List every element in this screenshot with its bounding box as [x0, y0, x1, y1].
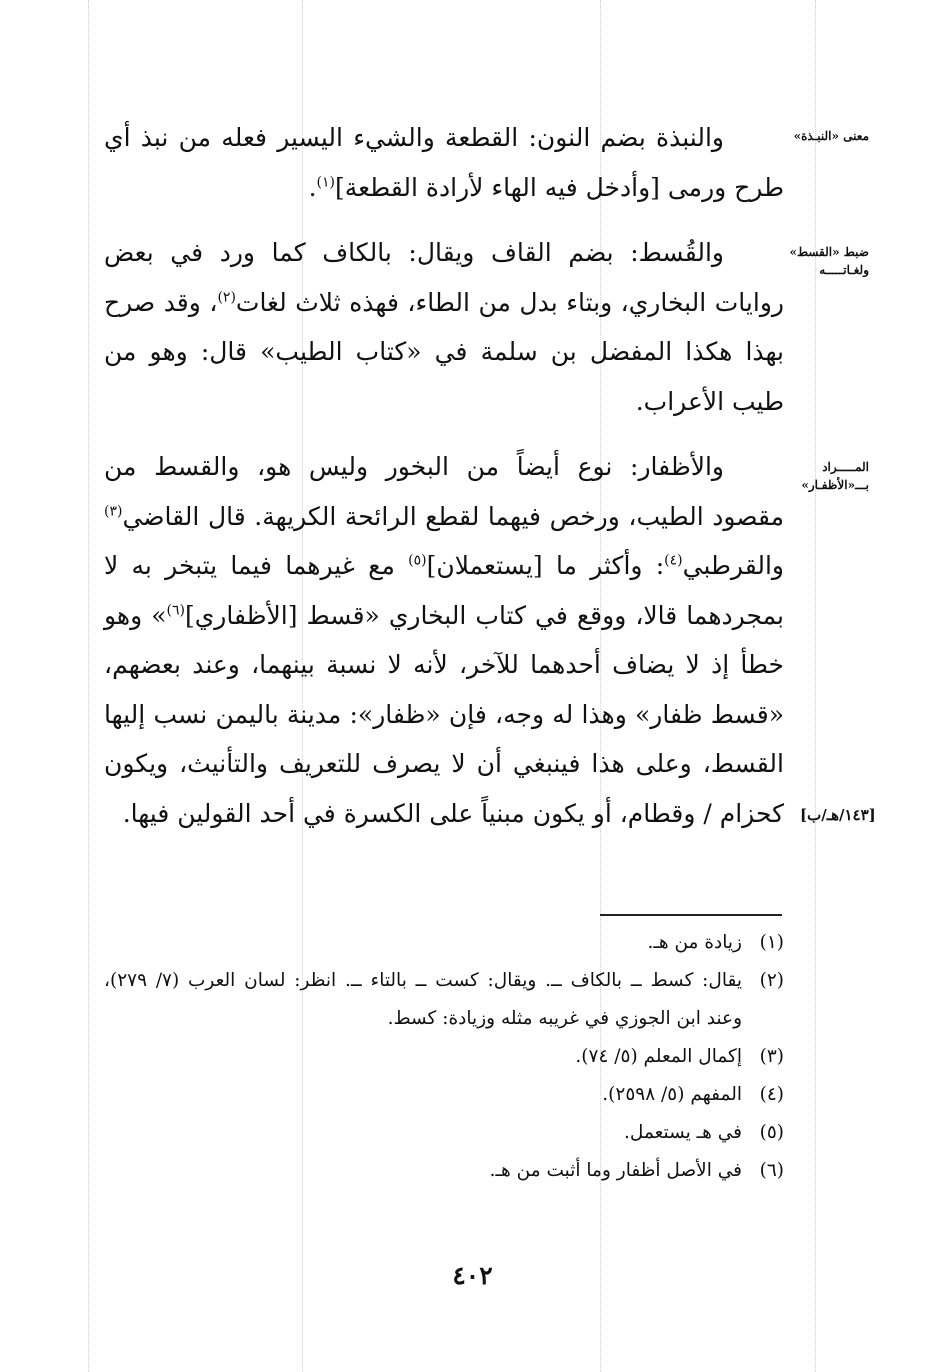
- paragraph-text: » وهو خطأ إذ لا يضاف أحدهما للآخر، لأنه لا نسبة بينهما، وعند بعضهم، «قسط ظفار» وهذا له وجه، فإن «ظفار»: مدينة باليمن نسب إليها القسط، وعلى هذا فينبغي أن لا يصرف للتعريف والتأنيث، ويكون كحزام / وقطام، أو يكون مبنياً على الكسرة في أحد القولين فيها.: [104, 600, 784, 828]
- footnote-text: في الأصل أظفار وما أثبت من هـ.: [489, 1160, 742, 1181]
- margin-note-qust: ضبط «القسط» ولغـاتـــــه: [789, 245, 869, 277]
- footnote-number: (٥): [759, 1122, 784, 1143]
- paragraph-qust: [104, 228, 784, 426]
- paragraph-text: : وأكثر ما [يستعملان]: [426, 551, 665, 580]
- footnote-item: [104, 1076, 784, 1114]
- page-number: ٤٠٢: [452, 1261, 493, 1290]
- paragraph-text: والنبذة بضم النون: القطعة والشيء اليسير فعله من نبذ أي طرح ورمى [وأدخل فيه الهاء لأرادة القطعة]: [104, 123, 784, 202]
- footnote-ref[interactable]: (٣): [104, 503, 123, 520]
- footnote-text: المفهم (٥/ ٢٥٩٨).: [602, 1084, 742, 1105]
- footnote-number: (٢): [759, 970, 784, 991]
- footnotes: [104, 924, 784, 1190]
- footnote-item: [104, 1114, 784, 1152]
- footnote-item: [104, 962, 784, 1038]
- footnote-separator: [600, 914, 782, 916]
- footnote-ref[interactable]: (١): [316, 174, 336, 191]
- footnote-ref[interactable]: (٥): [408, 552, 427, 569]
- paragraph-text: والقُسط: بضم القاف ويقال: بالكاف كما ورد في بعض روايات البخاري، وبتاء بدل من الطاء، فهذه ثلاث لغات: [104, 238, 784, 317]
- footnote-text: إكمال المعلم (٥/ ٧٤).: [575, 1046, 742, 1067]
- paragraph-text: مع غيرهما فيما يتبخر به لا بمجردهما قالا، ووقع في كتاب البخاري «قسط [الأظفاري]: [104, 551, 784, 630]
- paragraph-text: والقرطبي: [682, 551, 784, 580]
- paragraph-text: والأظفار: نوع أيضاً من البخور وليس هو، والقسط من مقصود الطيب، ورخص فيهما لقطع الرائحة الكريهة. قال القاضي: [104, 452, 784, 531]
- footnote-number: (١): [759, 932, 784, 953]
- scan-guide-line: [88, 0, 89, 1372]
- footnote-ref[interactable]: (٦): [166, 602, 185, 619]
- paragraph-text: ، وقد صرح بهذا هكذا المفضل بن سلمة في «كتاب الطيب» قال: وهو من طيب الأعراب.: [104, 287, 784, 416]
- footnote-ref[interactable]: (٢): [217, 289, 236, 306]
- footnote-number: (٣): [759, 1046, 784, 1067]
- folio-marker: [١٤٣/هـ/ب]: [800, 806, 876, 824]
- footnote-number: (٦): [759, 1160, 784, 1181]
- paragraph-nabdha: [104, 113, 784, 212]
- footnote-ref[interactable]: (٤): [664, 552, 683, 569]
- scan-guide-line: [815, 0, 816, 1372]
- footnote-item: [104, 1038, 784, 1076]
- footnote-item: [104, 1152, 784, 1190]
- footnote-number: (٤): [759, 1084, 784, 1105]
- footnote-text: زيادة من هـ.: [647, 932, 742, 953]
- footnote-text: في هـ يستعمل.: [624, 1122, 742, 1143]
- footnote-item: [104, 924, 784, 962]
- margin-note-nabdha: معنى «النبـذة»: [793, 129, 869, 143]
- paragraph-text: .: [308, 172, 317, 202]
- margin-note-azfar: المـــــراد بـــ«الأظفـار»: [801, 460, 869, 492]
- footnote-text: يقال: كسط ــ بالكاف ــ. ويقال: كست ــ بالتاء ــ. انظر: لسان العرب (٧/ ٢٧٩)، وعند ابن الجوزي في غريبه مثله وزيادة: كسط.: [104, 970, 742, 1029]
- paragraph-azfar: [104, 442, 784, 838]
